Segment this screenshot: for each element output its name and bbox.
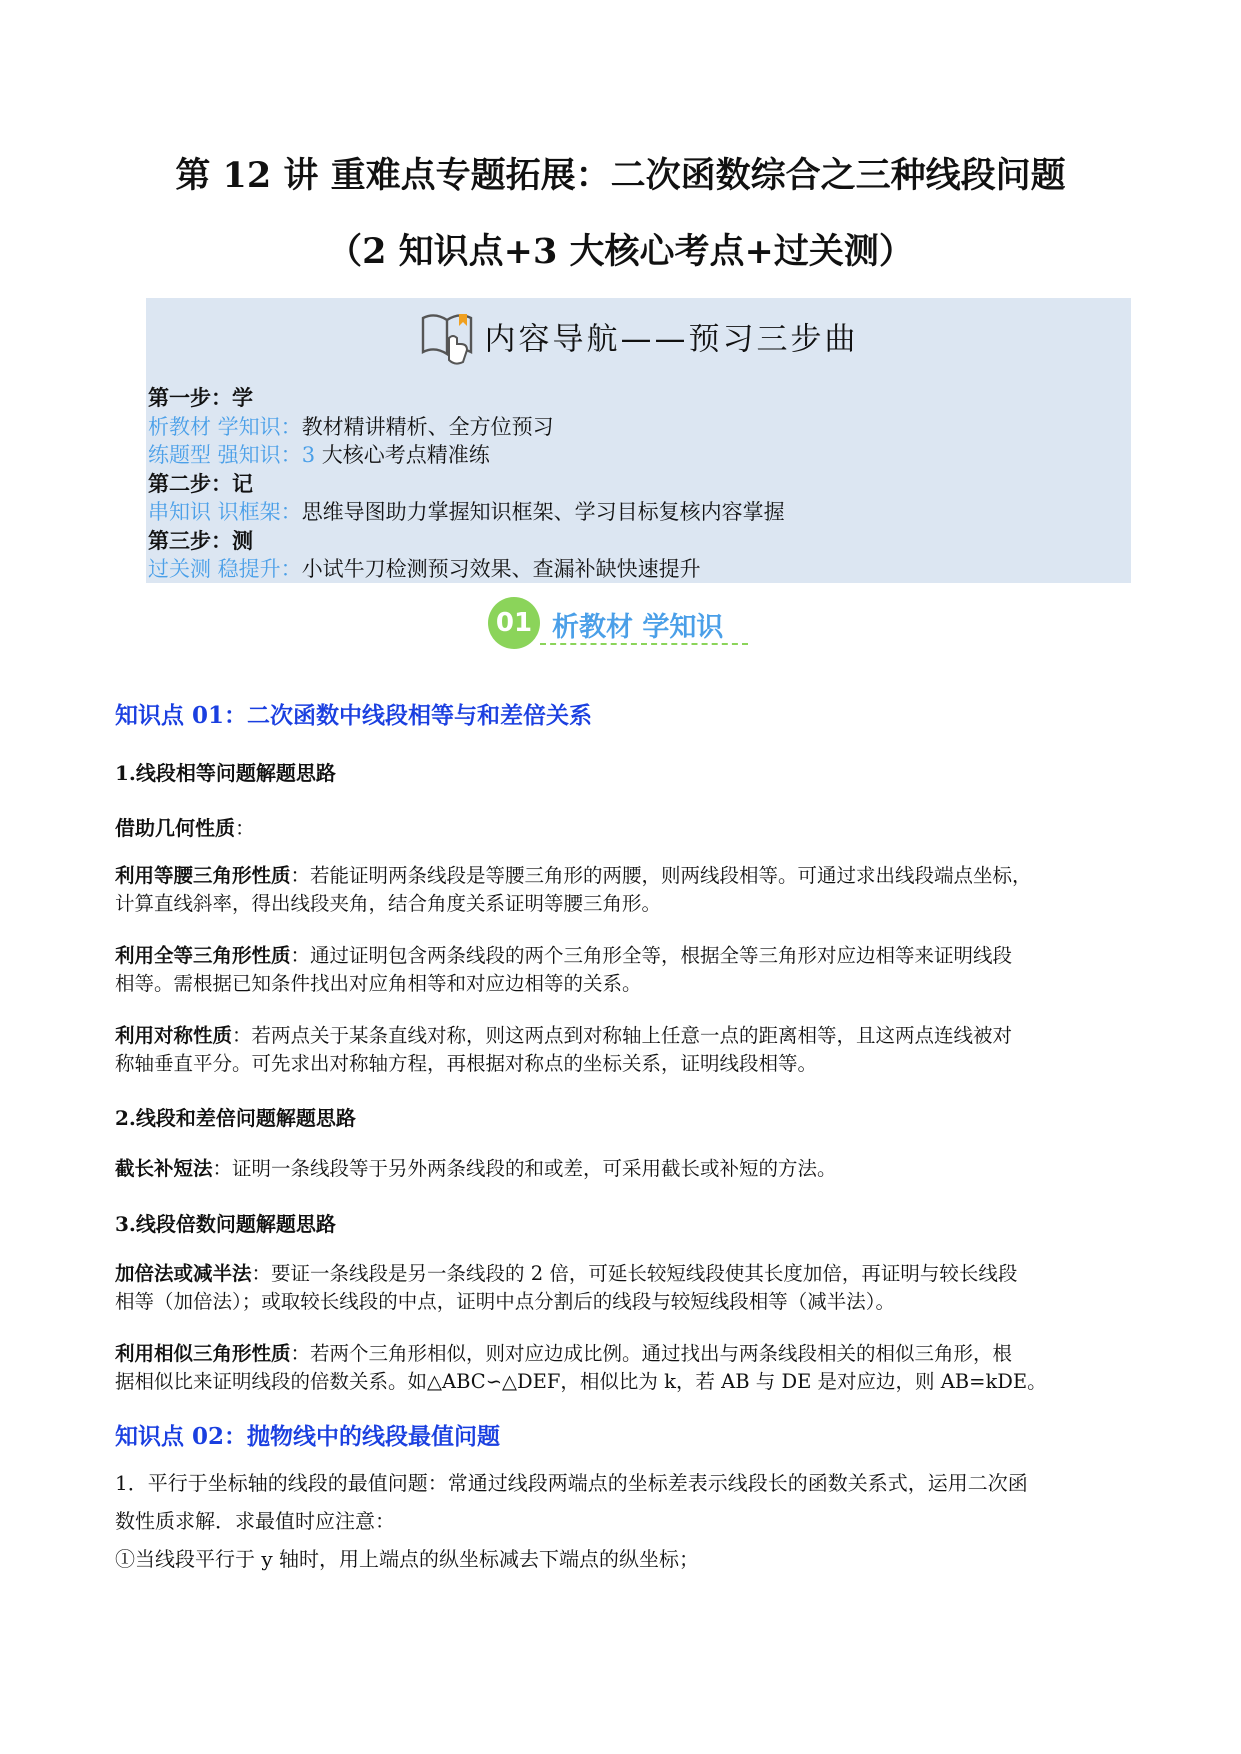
step-row: [148, 441, 785, 470]
para-text: ：要证一条线段是另一条线段的 2 倍，可延长较短线段使其长度加倍，再证明与较长线段: [251, 1262, 1018, 1285]
step-label: 过关测 稳提升：: [148, 557, 302, 581]
content-navigation-box: [146, 298, 1131, 583]
step3-title: 第三步：测: [148, 527, 253, 553]
paragraph-parallel-axis: [115, 1464, 1145, 1578]
para-text: 计算直线斜率，得出线段夹角，结合角度关系证明等腰三角形。: [115, 892, 662, 915]
para-text: 称轴垂直平分。可先求出对称轴方程，再根据对称点的坐标关系，证明线段相等。: [115, 1052, 818, 1075]
book-icon: [419, 308, 479, 374]
section-badge: [488, 597, 768, 649]
badge-text: 析教材 学知识: [552, 612, 724, 643]
subheading-1a: [115, 812, 255, 841]
step-number: 3: [301, 443, 316, 467]
para-bold: 利用相似三角形性质: [115, 1342, 291, 1365]
paragraph-symmetry: [115, 1022, 1145, 1078]
step-text: 思维导图助力掌握知识框架、学习目标复核内容掌握: [301, 500, 785, 524]
page-subtitle: （2 知识点+3 大核心考点+过关测）: [327, 231, 914, 272]
para-text: 1．平行于坐标轴的线段的最值问题：常通过线段两端点的坐标差表示线段长的函数关系式，运用二次函: [115, 1471, 1028, 1495]
subheading-1: 1.线段相等问题解题思路: [115, 761, 336, 785]
step-text: 大核心考点精准练: [315, 443, 490, 467]
step-row: [148, 555, 785, 584]
para-text: ：若两个三角形相似，则对应边成比例。通过找出与两条线段相关的相似三角形，根: [290, 1342, 1013, 1365]
steps-list: [148, 384, 785, 584]
paragraph-similar: [115, 1340, 1145, 1396]
subheading-3: 3.线段倍数问题解题思路: [115, 1212, 336, 1236]
para-bold: 利用全等三角形性质: [115, 944, 291, 967]
step-label: 练题型 强知识：: [148, 443, 302, 467]
badge-number: 01: [488, 597, 540, 649]
page-title: 第 12 讲 重难点专题拓展：二次函数综合之三种线段问题: [175, 155, 1066, 196]
para-text: 相等。需根据已知条件找出对应角相等和对应边相等的关系。: [115, 972, 642, 995]
knowledge-point-1-title: 知识点 01：二次函数中线段相等与和差倍关系: [115, 702, 593, 729]
subheading-1a-text: 借助几何性质: [115, 816, 235, 840]
subheading-2: 2.线段和差倍问题解题思路: [115, 1106, 356, 1130]
para-bold: 加倍法或减半法: [115, 1262, 252, 1285]
step1-title: 第一步：学: [148, 385, 253, 410]
nav-heading-text: 内容导航——预习三步曲: [484, 321, 859, 358]
para-bold: 利用对称性质: [115, 1024, 233, 1047]
step-label: 串知识 识框架：: [148, 500, 302, 524]
step-text: 教材精讲精析、全方位预习: [301, 414, 554, 439]
step-label: 析教材 学知识：: [148, 414, 302, 439]
para-text: 数性质求解．求最值时应注意：: [115, 1509, 395, 1533]
para-text: 据相似比来证明线段的倍数关系。如△ABC∽△DEF，相似比为 k，若 AB 与 DE 是对应边，则 AB=kDE。: [115, 1370, 1047, 1393]
para-text: ：证明一条线段等于另外两条线段的和或差，可采用截长或补短的方法。: [212, 1157, 837, 1180]
step-row: [148, 498, 785, 527]
step2-title: 第二步：记: [148, 470, 253, 496]
para-text: ①当线段平行于 y 轴时，用上端点的纵坐标减去下端点的纵坐标；: [115, 1547, 700, 1571]
para-text: ：若两点关于某条直线对称，则这两点到对称轴上任意一点的距离相等，且这两点连线被对: [232, 1024, 1013, 1047]
para-text: ：通过证明包含两条线段的两个三角形全等，根据全等三角形对应边相等来证明线段: [290, 944, 1013, 967]
para-text: ：若能证明两条线段是等腰三角形的两腰，则两线段相等。可通过求出线段端点坐标，: [290, 864, 1032, 887]
knowledge-point-2-title: 知识点 02：抛物线中的线段最值问题: [115, 1423, 501, 1450]
para-bold: 利用等腰三角形性质: [115, 864, 291, 887]
paragraph-double-half: [115, 1260, 1145, 1316]
para-text: 相等（加倍法）；或取较长线段的中点，证明中点分割后的线段与较短线段相等（减半法）。: [115, 1290, 896, 1313]
nav-heading: [146, 308, 1131, 374]
paragraph-cut-long: [115, 1155, 1145, 1183]
step-text: 小试牛刀检测预习效果、查漏补缺快速提升: [301, 557, 701, 581]
para-bold: 截长补短法: [115, 1157, 213, 1180]
paragraph-congruent: [115, 942, 1145, 998]
badge-underline: [540, 643, 748, 645]
step-row: [148, 413, 785, 442]
paragraph-isosceles: [115, 862, 1145, 918]
subheading-1a-colon: ：: [235, 816, 255, 840]
